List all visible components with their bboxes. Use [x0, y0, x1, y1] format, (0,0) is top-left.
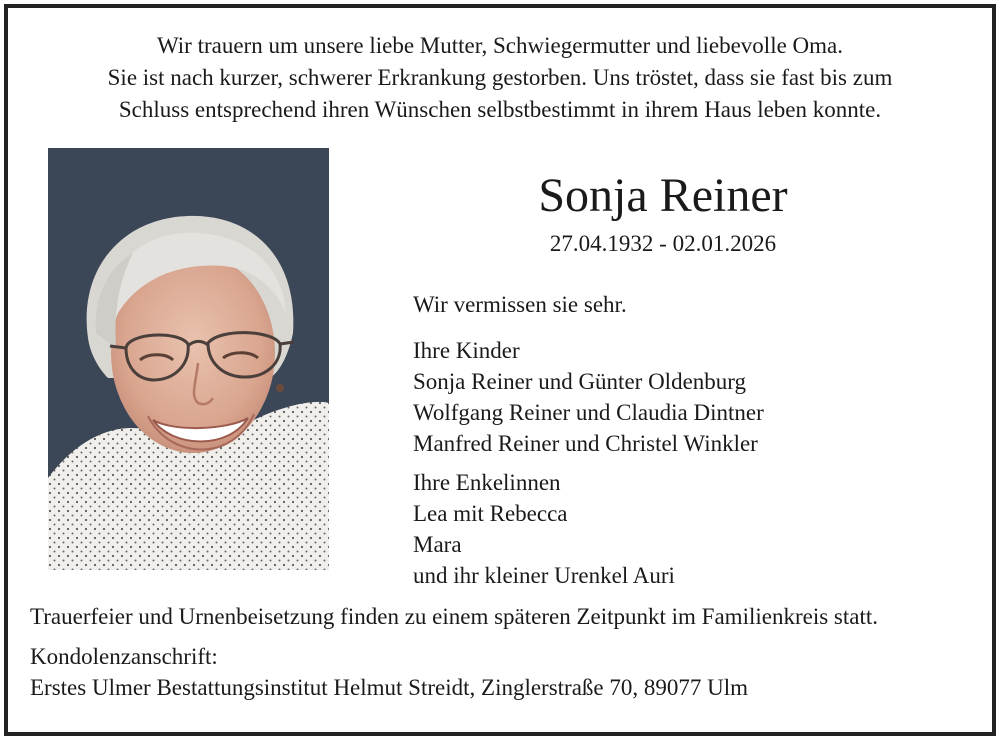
list-item: und ihr kleiner Urenkel Auri	[413, 563, 675, 588]
portrait-photo	[48, 148, 329, 570]
list-item: Sonja Reiner und Günter Oldenburg	[413, 369, 747, 394]
list-item: Wolfgang Reiner und Claudia Dintner	[413, 400, 764, 425]
list-item: Manfred Reiner und Christel Winkler	[413, 431, 758, 456]
funeral-note: Trauerfeier und Urnenbeisetzung finden zu einem späteren Zeitpunkt im Familienkreis statt.	[30, 604, 878, 629]
grandchildren-list	[413, 467, 675, 591]
grandchildren-heading: Ihre Enkelinnen	[413, 470, 561, 495]
life-dates: 27.04.1932 - 02.01.2026	[549, 231, 777, 256]
list-item: Mara	[413, 532, 462, 557]
intro-line: Wir trauern um unsere liebe Mutter, Schwiegermutter und liebevolle Oma.	[156, 33, 843, 58]
intro-line: Schluss entsprechend ihren Wünschen selbstbestimmt in ihrem Haus leben konnte.	[118, 97, 882, 122]
intro-line: Sie ist nach kurzer, schwerer Erkrankung gestorben. Uns tröstet, dass sie fast bis zum	[107, 65, 893, 90]
condolence-address-block	[30, 641, 748, 703]
list-item: Lea mit Rebecca	[413, 501, 568, 526]
deceased-name: Sonja Reiner	[538, 169, 788, 222]
children-list	[413, 335, 764, 459]
condolence-address: Erstes Ulmer Bestattungsinstitut Helmut Streidt, Zinglerstraße 70, 89077 Ulm	[30, 675, 749, 700]
intro-text	[0, 30, 1000, 126]
condolence-label: Kondolenzanschrift:	[30, 644, 218, 669]
farewell-message: Wir vermissen sie sehr.	[413, 292, 627, 317]
portrait-illustration	[48, 148, 329, 570]
children-heading: Ihre Kinder	[413, 338, 520, 363]
